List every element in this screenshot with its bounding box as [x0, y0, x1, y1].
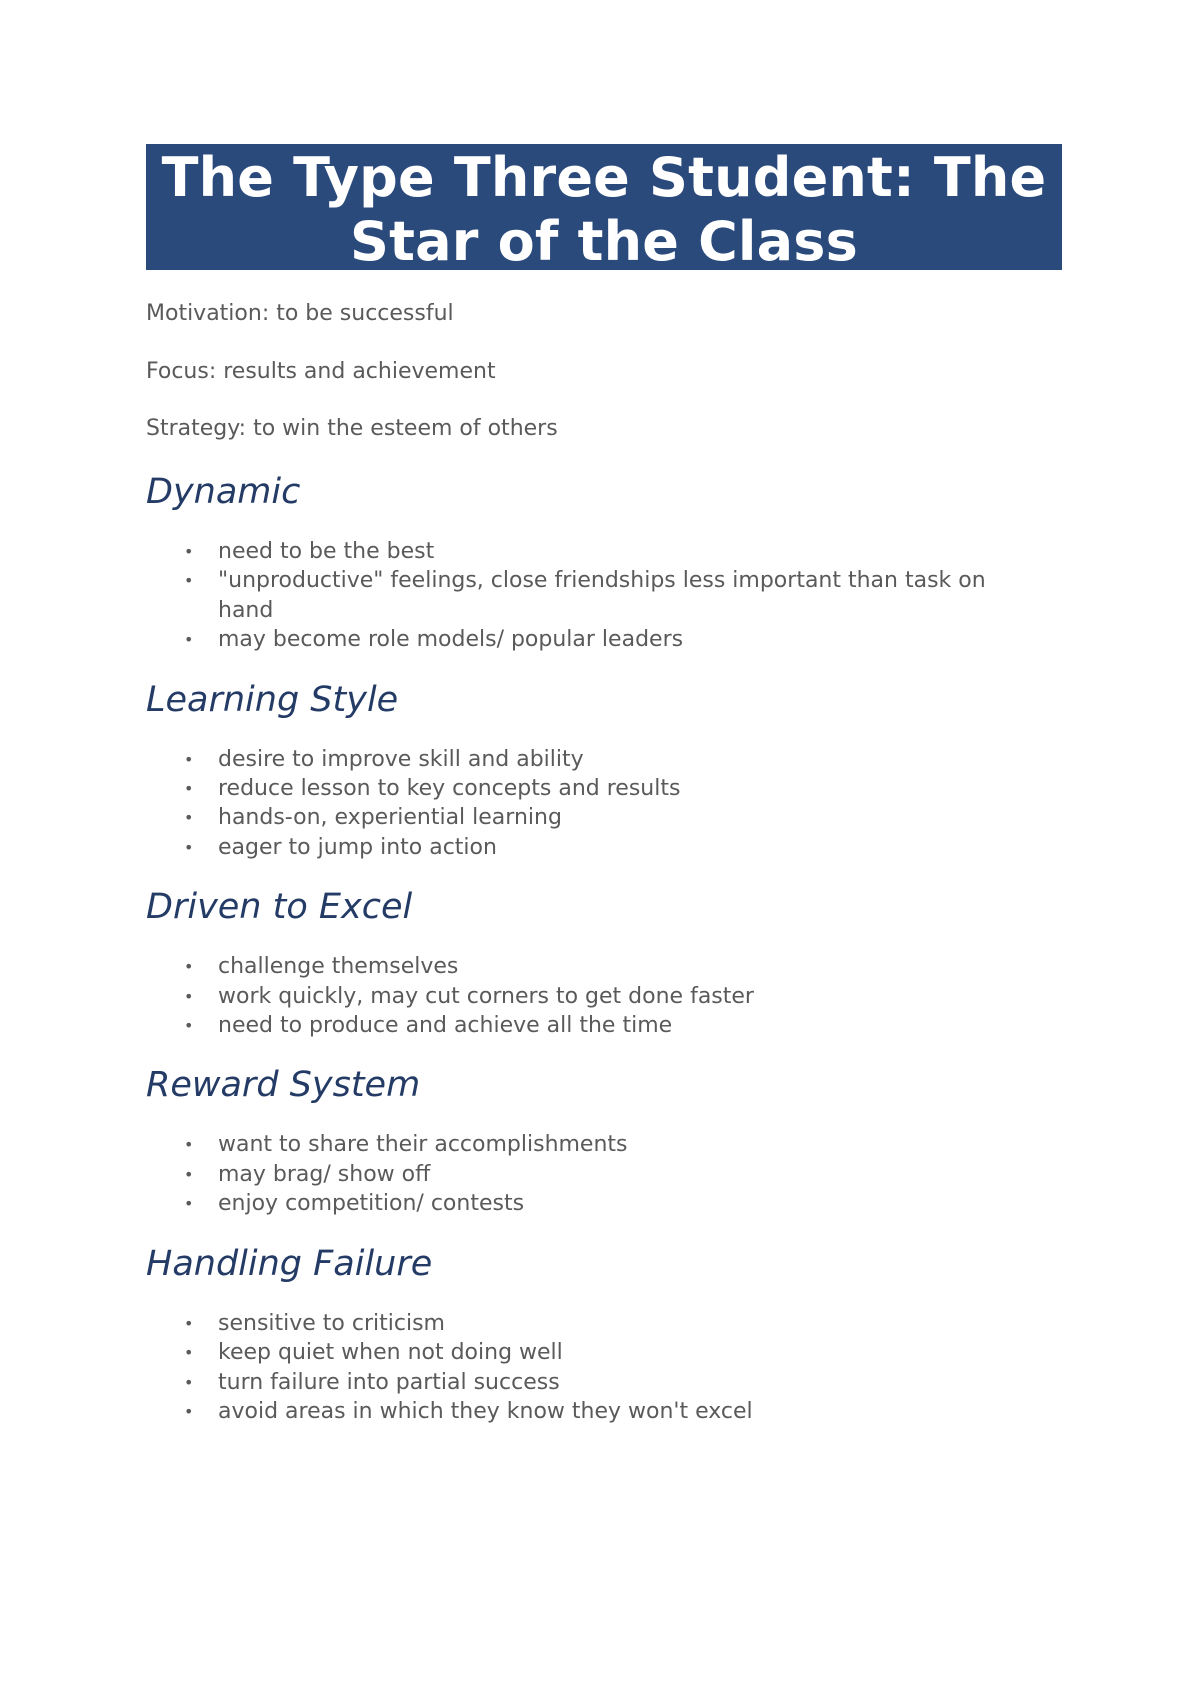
bullet-list-handling-failure [146, 1309, 1062, 1427]
bullet-icon: • [184, 1194, 194, 1214]
bullet-list-learning-style [146, 745, 1062, 863]
bullet-icon: • [184, 808, 194, 828]
bullet-icon: • [184, 542, 194, 561]
motivation-line: Motivation: to be successful [146, 301, 454, 326]
list-item: • need to be the best [146, 537, 1062, 566]
bullet-icon: • [184, 749, 194, 769]
list-item: • need to produce and achieve all the time [146, 1011, 1062, 1040]
section-heading-learning-style: Learning Style [146, 679, 399, 720]
bullet-icon: • [184, 1372, 194, 1392]
list-item: • enjoy competition/ contests [146, 1189, 1062, 1218]
document-page [146, 144, 1062, 1426]
bullet-icon: • [184, 571, 194, 591]
focus-line: Focus: results and achievement [146, 359, 496, 384]
section-heading-dynamic: Dynamic [146, 472, 301, 512]
list-item: • hands-on, experiential learning [146, 803, 1062, 832]
list-item: • want to share their accomplishments [146, 1130, 1062, 1159]
list-item: • avoid areas in which they know they won't excel [146, 1397, 1062, 1426]
bullet-icon: • [184, 1164, 194, 1184]
section-heading-handling-failure: Handling Failure [146, 1243, 433, 1284]
list-item: • work quickly, may cut corners to get done faster [146, 982, 1062, 1011]
list-item: • desire to improve skill and ability [146, 745, 1062, 774]
bullet-icon: • [184, 1135, 194, 1155]
list-item: • may become role models/ popular leaders [146, 625, 1062, 654]
list-item: • challenge themselves [146, 952, 1062, 981]
bullet-icon: • [184, 1313, 194, 1333]
list-item: • "unproductive" feelings, close friendships less important than task on hand [184, 568, 986, 623]
bullet-icon: • [184, 986, 194, 1006]
section-heading-driven-to-excel: Driven to Excel [146, 887, 413, 928]
bullet-list-dynamic [146, 537, 1062, 655]
list-item: • reduce lesson to key concepts and results [146, 774, 1062, 803]
bullet-icon: • [184, 1016, 194, 1036]
bullet-list-driven-to-excel [146, 952, 1062, 1040]
list-item: • sensitive to criticism [146, 1309, 1062, 1338]
bullet-icon: • [184, 779, 194, 799]
list-item: • turn failure into partial success [146, 1368, 1062, 1397]
list-item: • eager to jump into action [146, 833, 1062, 862]
list-item: • keep quiet when not doing well [146, 1338, 1062, 1367]
bullet-icon: • [184, 837, 194, 857]
strategy-line: Strategy: to win the esteem of others [146, 416, 558, 441]
bullet-list-reward-system [146, 1130, 1062, 1218]
bullet-icon: • [184, 957, 194, 977]
document-title: The Type Three Student: The Star of the Class [146, 144, 1062, 270]
bullet-icon: • [184, 1343, 194, 1363]
list-item: • may brag/ show off [146, 1160, 1062, 1189]
section-heading-reward-system: Reward System [146, 1065, 421, 1106]
bullet-icon: • [184, 1401, 194, 1421]
bullet-icon: • [184, 630, 194, 650]
